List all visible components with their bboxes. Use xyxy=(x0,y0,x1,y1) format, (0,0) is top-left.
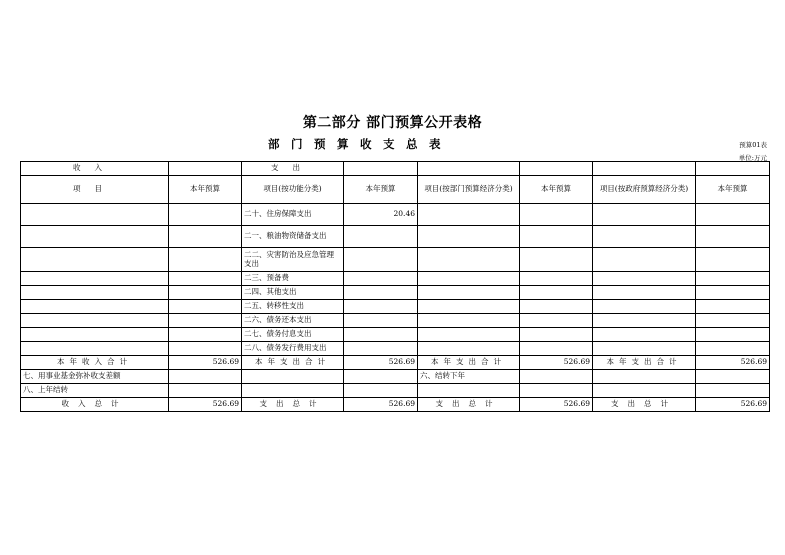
func-amount xyxy=(344,342,418,356)
col-header-budget: 本年预算 xyxy=(696,176,770,204)
subtotal-row xyxy=(21,356,770,370)
table-row xyxy=(21,286,770,300)
table-row xyxy=(21,384,770,398)
func-amount xyxy=(344,314,418,328)
func-item: 二五、转移性支出 xyxy=(242,300,344,314)
table-row xyxy=(21,300,770,314)
func-amount xyxy=(344,226,418,248)
func-subtotal-label: 本年支出合计 xyxy=(242,356,344,370)
table-row xyxy=(21,342,770,356)
dept-item xyxy=(418,384,520,398)
func-subtotal-amount: 526.69 xyxy=(344,356,418,370)
func-amount xyxy=(344,300,418,314)
income-subtotal-amount: 526.69 xyxy=(169,356,242,370)
total-row xyxy=(21,398,770,412)
budget-summary-table xyxy=(20,161,770,412)
func-amount xyxy=(344,248,418,272)
table-row xyxy=(21,248,770,272)
table-row xyxy=(21,204,770,226)
income-total-label: 收入总计 xyxy=(21,398,169,412)
gov-total-amount: 526.69 xyxy=(696,398,770,412)
column-header-row xyxy=(21,176,770,204)
func-item: 二七、债务付息支出 xyxy=(242,328,344,342)
dept-subtotal-amount: 526.69 xyxy=(520,356,593,370)
func-item: 二八、债务发行费用支出 xyxy=(242,342,344,356)
table-code: 预算01表 xyxy=(739,141,767,149)
func-item: 二四、其他支出 xyxy=(242,286,344,300)
table-row xyxy=(21,226,770,248)
income-item: 八、上年结转 xyxy=(21,384,169,398)
gov-subtotal-amount: 526.69 xyxy=(696,356,770,370)
unit-note: 单位:万元 xyxy=(738,154,767,162)
col-header-item: 项目 xyxy=(21,176,169,204)
func-amount xyxy=(344,328,418,342)
func-item: 二六、债务还本支出 xyxy=(242,314,344,328)
func-total-amount: 526.69 xyxy=(344,398,418,412)
income-item: 七、用事业基金弥补收支差额 xyxy=(21,370,169,384)
table-title: 部门预算收支总表 xyxy=(268,137,452,151)
col-header-functional: 项目(按功能分类) xyxy=(242,176,344,204)
dept-total-label: 支出总计 xyxy=(418,398,520,412)
dept-total-amount: 526.69 xyxy=(520,398,593,412)
func-amount: 20.46 xyxy=(344,204,418,226)
income-total-amount: 526.69 xyxy=(169,398,242,412)
col-header-gov-economic: 项目(按政府预算经济分类) xyxy=(593,176,696,204)
gov-total-label: 支出总计 xyxy=(593,398,696,412)
dept-subtotal-label: 本年支出合计 xyxy=(418,356,520,370)
func-item: 二三、预备费 xyxy=(242,272,344,286)
col-header-budget: 本年预算 xyxy=(169,176,242,204)
group-header-row xyxy=(21,162,770,176)
page-title: 第二部分 部门预算公开表格 xyxy=(302,115,483,131)
table-row xyxy=(21,272,770,286)
func-amount xyxy=(344,272,418,286)
income-group-header: 收入 xyxy=(21,162,169,176)
func-item: 二二、灾害防治及应急管理支出 xyxy=(242,248,344,272)
func-item: 二一、粮油物资储备支出 xyxy=(242,226,344,248)
func-total-label: 支出总计 xyxy=(242,398,344,412)
table-row xyxy=(21,370,770,384)
table-row xyxy=(21,314,770,328)
expense-group-header: 支出 xyxy=(242,162,344,176)
func-amount xyxy=(344,286,418,300)
income-subtotal-label: 本年收入合计 xyxy=(21,356,169,370)
dept-item: 六、结转下年 xyxy=(418,370,520,384)
gov-subtotal-label: 本年支出合计 xyxy=(593,356,696,370)
col-header-budget: 本年预算 xyxy=(344,176,418,204)
func-item: 二十、住房保障支出 xyxy=(242,204,344,226)
col-header-budget: 本年预算 xyxy=(520,176,593,204)
table-row xyxy=(21,328,770,342)
col-header-dept-economic: 项目(按部门预算经济分类) xyxy=(418,176,520,204)
